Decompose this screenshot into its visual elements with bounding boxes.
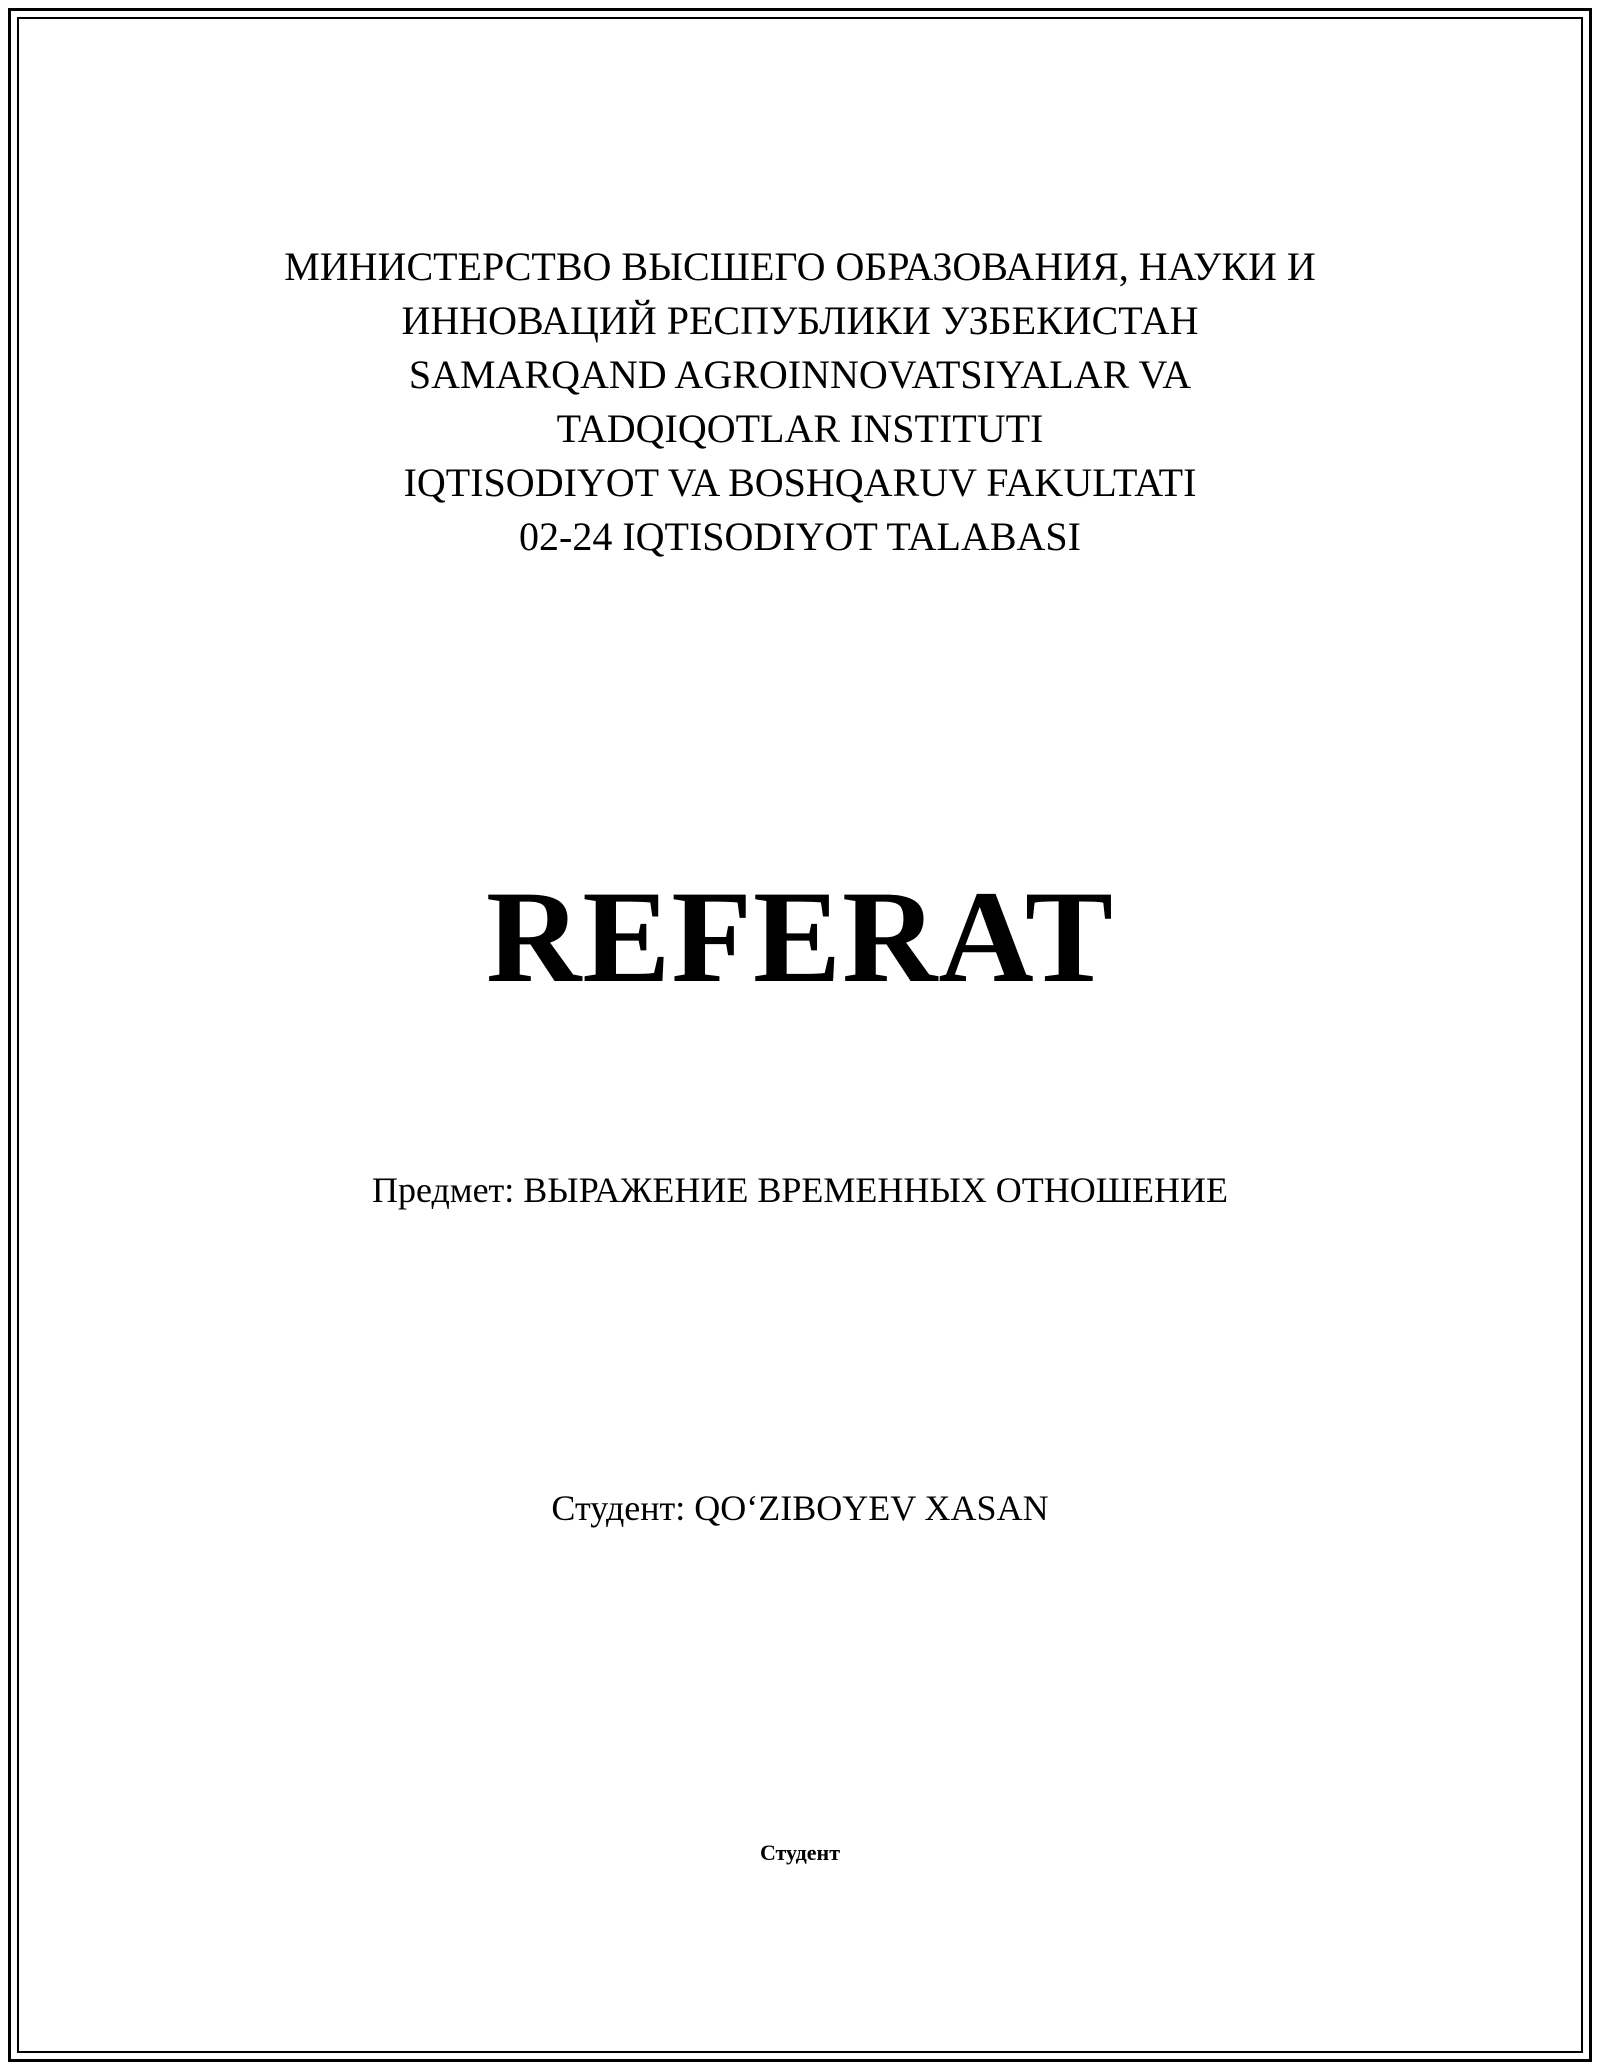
header-line-6: 02-24 IQTISODIYOT TALABASI <box>519 514 1081 559</box>
header-line-2: ИННОВАЦИЙ РЕСПУБЛИКИ УЗБЕКИСТАН <box>401 298 1199 343</box>
institution-header <box>0 240 1600 564</box>
document-title: REFERAT <box>486 863 1114 1010</box>
footer-student-label: Студент <box>759 1840 841 1865</box>
header-line-5: IQTISODIYOT VA BOSHQARUV FAKULTATI <box>403 460 1197 505</box>
subject-line: Предмет: ВЫРАЖЕНИЕ ВРЕМЕННЫХ ОТНОШЕНИЕ <box>371 1170 1229 1210</box>
header-line-1: МИНИСТЕРСТВО ВЫСШЕГО ОБРАЗОВАНИЯ, НАУКИ И <box>284 244 1316 289</box>
student-line: Студент: QO‘ZIBOYEV XASAN <box>551 1488 1049 1528</box>
header-line-4: TADQIQOTLAR INSTITUTI <box>556 406 1044 451</box>
header-line-3: SAMARQAND AGROINNOVATSIYALAR VA <box>408 352 1192 397</box>
